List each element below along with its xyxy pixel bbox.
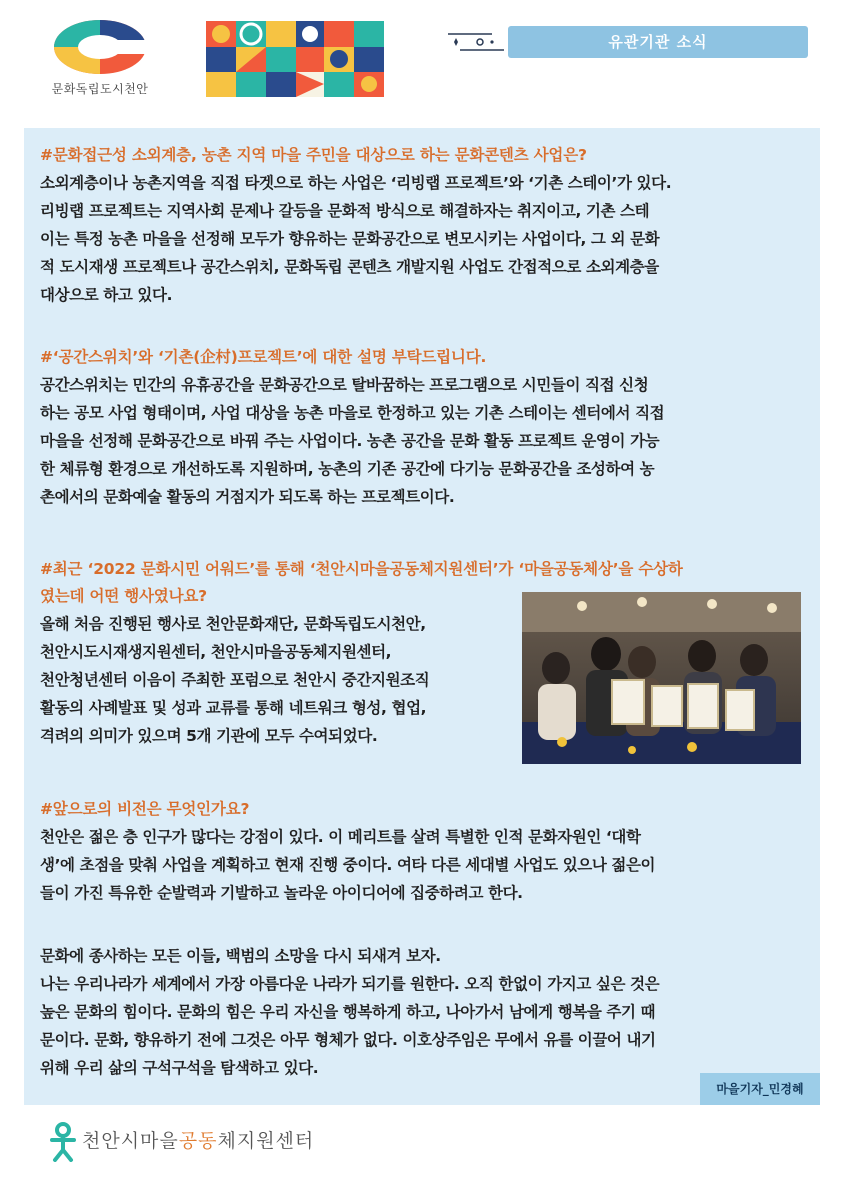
closing-line: 문화에 종사하는 모든 이들, 백범의 소망을 다시 되새겨 보자. — [40, 947, 441, 965]
closing-text — [40, 942, 810, 1082]
answer-line: 촌에서의 문화예술 활동의 거점지가 되도록 하는 프로젝트이다. — [40, 488, 455, 506]
culture-city-logo-mark — [52, 18, 148, 76]
closing-line: 높은 문화의 힘이다. 문화의 힘은 우리 자신을 행복하게 하고, 나아가서 남에게 행복을 주기 때 — [40, 1003, 656, 1021]
closing-line: 나는 우리나라가 세계에서 가장 아름다운 나라가 되기를 원한다. 오직 한없이 가지고 싶은 것은 — [40, 975, 660, 993]
section-tag — [440, 20, 820, 66]
section-accessibility — [40, 142, 810, 309]
pattern-logo-graphic — [206, 21, 384, 97]
pattern-logo — [206, 21, 384, 97]
answer-paragraph — [40, 823, 810, 907]
answer-line: 올해 처음 진행된 행사로 천안문화재단, 문화독립도시천안, — [40, 615, 426, 633]
section-vision — [40, 796, 810, 907]
answer-line: 들이 가진 특유한 순발력과 기발하고 놀라운 아이디어에 집중하려고 한다. — [40, 884, 523, 902]
reporter-badge: 마을기자_민경혜 — [700, 1073, 820, 1105]
question-line: #최근 ‘2022 문화시민 어워드’를 통해 ‘천안시마을공동체지원센터’가 ‘마을공동체상’을 수상하 — [40, 560, 683, 578]
sparkle-icon — [440, 20, 510, 66]
answer-line: 활동의 사례발표 및 성과 교류를 통해 네트워크 형성, 협업, — [40, 699, 427, 717]
answer-line: 하는 공모 사업 형태이며, 사업 대상을 농촌 마을로 한정하고 있는 기촌 스테이는 센터에서 직접 — [40, 404, 665, 422]
closing-line: 위해 우리 삶의 구석구석을 탐색하고 있다. — [40, 1059, 319, 1077]
closing-line: 문이다. 문화, 향유하기 전에 그것은 아무 형체가 없다. 이호상주임은 무에서 유를 이끌어 내기 — [40, 1031, 656, 1049]
footer-org-name — [82, 1126, 314, 1153]
answer-line: 대상으로 하고 있다. — [40, 286, 173, 304]
question-line: 였는데 어떤 행사였나요? — [40, 587, 207, 605]
answer-paragraph — [40, 169, 810, 309]
answer-line: 리빙랩 프로젝트는 지역사회 문제나 갈등을 문화적 방식으로 해결하자는 취지이고, 기촌 스테 — [40, 202, 650, 220]
footer-org-part3: 체지원센터 — [217, 1130, 315, 1152]
question-heading: #앞으로의 비전은 무엇인가요? — [40, 800, 250, 818]
footer-org-part2: 공동 — [178, 1130, 218, 1152]
question-heading: #‘공간스위치’와 ‘기촌(企村)프로젝트’에 대한 설명 부탁드립니다. — [40, 348, 487, 366]
award-ceremony-photo — [522, 592, 801, 764]
award-photo — [522, 592, 801, 764]
section-space-switch — [40, 344, 810, 511]
footer-org — [50, 1120, 315, 1164]
answer-line: 격려의 의미가 있으며 5개 기관에 모두 수여되었다. — [40, 727, 378, 745]
answer-line: 천안시도시재생지원센터, 천안시마을공동체지원센터, — [40, 643, 392, 661]
answer-line: 소외계층이나 농촌지역을 직접 타겟으로 하는 사업은 ‘리빙랩 프로젝트’와 ‘기촌 스테이’가 있다. — [40, 174, 672, 192]
logo-caption: 문화독립도시천안 — [51, 82, 149, 96]
answer-line: 천안은 젊은 층 인구가 많다는 강점이 있다. 이 메리트를 살려 특별한 인적 문화자원인 ‘대학 — [40, 828, 641, 846]
answer-paragraph — [40, 371, 810, 511]
person-icon — [50, 1122, 76, 1162]
section-tag-label: 유관기관 소식 — [608, 33, 708, 51]
answer-line: 공간스위치는 민간의 유휴공간을 문화공간으로 탈바꿈하는 프로그램으로 시민들이 직접 신청 — [40, 376, 649, 394]
answer-line: 이는 특정 농촌 마을을 선정해 모두가 향유하는 문화공간으로 변모시키는 사업이다, 그 외 문화 — [40, 230, 660, 248]
question-heading: #문화접근성 소외계층, 농촌 지역 마을 주민을 대상으로 하는 문화콘텐츠 사업은? — [40, 146, 587, 164]
closing-paragraph — [40, 942, 810, 1082]
answer-line: 한 체류형 환경으로 개선하도록 지원하며, 농촌의 기존 공간에 다기능 문화공간을 조성하여 농 — [40, 460, 655, 478]
footer-org-part1: 천안시마을 — [82, 1130, 179, 1152]
culture-city-logo — [30, 18, 170, 98]
answer-line: 적 도시재생 프로젝트나 공간스위치, 문화독립 콘텐츠 개발지원 사업도 간접적으로 소외계층을 — [40, 258, 659, 276]
answer-line: 생’에 초점을 맞춰 사업을 계획하고 현재 진행 중이다. 여타 다른 세대별 사업도 있으나 젊은이 — [40, 856, 656, 874]
answer-line: 마을을 선정해 문화공간으로 바꿔 주는 사업이다. 농촌 공간을 문화 활동 프로젝트 운영이 가능 — [40, 432, 660, 450]
answer-line: 천안청년센터 이음이 주최한 포럼으로 천안시 중간지원조직 — [40, 671, 430, 689]
